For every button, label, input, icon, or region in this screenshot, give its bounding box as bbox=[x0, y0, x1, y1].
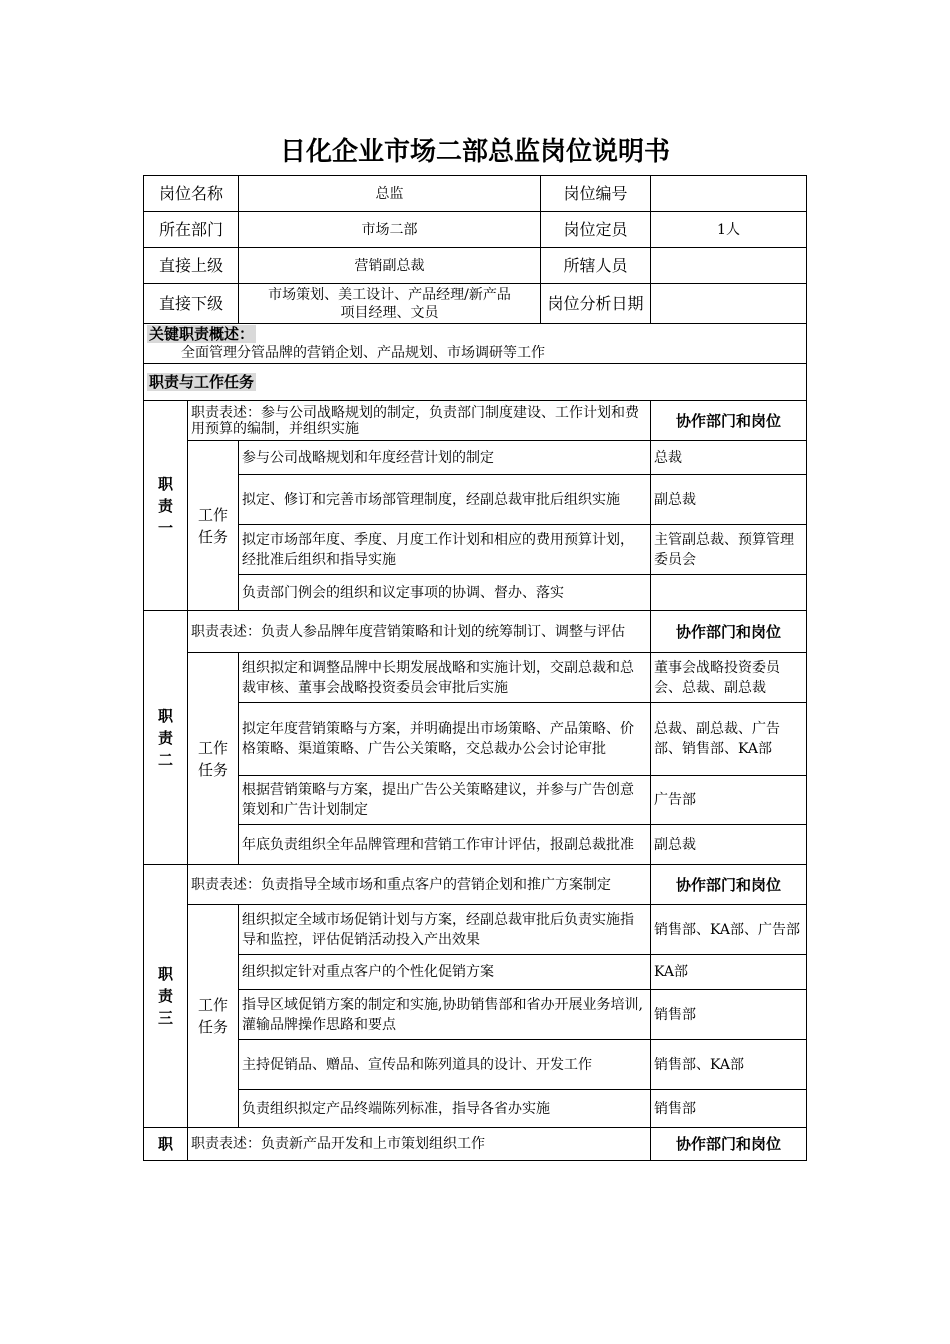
duties-header-row bbox=[144, 364, 807, 401]
analysis-date-label: 岗位分析日期 bbox=[541, 284, 651, 324]
subordinates-count-value bbox=[651, 248, 807, 284]
subordinates-line-1: 市场策划、美工设计、产品经理/新产品 bbox=[268, 286, 511, 303]
duty-2-statement: 职责表述：负责人参品牌年度营销策略和计划的统筹制订、调整与评估 bbox=[188, 611, 651, 653]
headcount-value: 1人 bbox=[651, 212, 807, 248]
task-row bbox=[144, 776, 807, 825]
department-value: 市场二部 bbox=[239, 212, 541, 248]
task-label: 工作 任务 bbox=[188, 905, 239, 1128]
collab-text: 总裁 bbox=[651, 441, 807, 475]
collab-text: 董事会战略投资委员会、总裁、副总裁 bbox=[651, 653, 807, 703]
duty-statement-row bbox=[144, 611, 807, 653]
task-row bbox=[144, 825, 807, 865]
duty-3-label: 职 责 三 bbox=[144, 865, 188, 1128]
subordinates-label: 直接下级 bbox=[144, 284, 239, 324]
duty-4-label: 职 bbox=[144, 1128, 188, 1161]
task-text: 负责组织拟定产品终端陈列标准，指导各省办实施 bbox=[239, 1090, 651, 1128]
collab-text: 销售部、KA部 bbox=[651, 1040, 807, 1090]
task-text: 主持促销品、赠品、宣传品和陈列道具的设计、开发工作 bbox=[239, 1040, 651, 1090]
collab-text: 销售部 bbox=[651, 1090, 807, 1128]
collab-text: 总裁、副总裁、广告部、销售部、KA部 bbox=[651, 703, 807, 776]
task-text: 参与公司战略规划和年度经营计划的制定 bbox=[239, 441, 651, 475]
info-row bbox=[144, 284, 807, 324]
analysis-date-value bbox=[651, 284, 807, 324]
task-text: 拟定年度营销策略与方案，并明确提出市场策略、产品策略、价格策略、渠道策略、广告公关策略，交总裁办公会讨论审批 bbox=[239, 703, 651, 776]
task-row bbox=[144, 1090, 807, 1128]
collab-text: 副总裁 bbox=[651, 825, 807, 865]
headcount-label: 岗位定员 bbox=[541, 212, 651, 248]
task-text: 组织拟定针对重点客户的个性化促销方案 bbox=[239, 955, 651, 990]
task-text: 拟定、修订和完善市场部管理制度，经副总裁审批后组织实施 bbox=[239, 475, 651, 525]
overview-row bbox=[144, 324, 807, 364]
duty-4-statement: 职责表述：负责新产品开发和上市策划组织工作 bbox=[188, 1128, 651, 1161]
task-label: 工作 任务 bbox=[188, 653, 239, 865]
task-row bbox=[144, 1040, 807, 1090]
collab-text: 销售部、KA部、广告部 bbox=[651, 905, 807, 955]
task-text: 组织拟定全域市场促销计划与方案，经副总裁审批后负责实施指导和监控，评估促销活动投入产出效果 bbox=[239, 905, 651, 955]
superior-value: 营销副总裁 bbox=[239, 248, 541, 284]
collab-text: 副总裁 bbox=[651, 475, 807, 525]
collab-header: 协作部门和岗位 bbox=[651, 1128, 807, 1161]
duties-header-cell bbox=[144, 364, 807, 401]
task-row bbox=[144, 955, 807, 990]
task-row bbox=[144, 475, 807, 525]
task-row bbox=[144, 905, 807, 955]
duties-header: 职责与工作任务 bbox=[149, 372, 255, 391]
collab-text: 主管副总裁、预算管理委员会 bbox=[651, 525, 807, 575]
task-text: 年底负责组织全年品牌管理和营销工作审计评估，报副总裁批准 bbox=[239, 825, 651, 865]
duty-statement-row bbox=[144, 865, 807, 905]
task-row bbox=[144, 441, 807, 475]
collab-header: 协作部门和岗位 bbox=[651, 401, 807, 441]
collab-header: 协作部门和岗位 bbox=[651, 865, 807, 905]
task-text: 根据营销策略与方案，提出广告公关策略建议，并参与广告创意策划和广告计划制定 bbox=[239, 776, 651, 825]
job-description-table bbox=[143, 175, 807, 1161]
superior-label: 直接上级 bbox=[144, 248, 239, 284]
position-name-value: 总监 bbox=[239, 176, 541, 212]
overview-label: 关键职责概述： bbox=[149, 325, 255, 343]
task-text: 指导区域促销方案的制定和实施,协助销售部和省办开展业务培训,灌输品牌操作思路和要点 bbox=[239, 990, 651, 1040]
task-text: 拟定市场部年度、季度、月度工作计划和相应的费用预算计划，经批准后组织和指导实施 bbox=[239, 525, 651, 575]
info-row bbox=[144, 176, 807, 212]
position-name-label: 岗位名称 bbox=[144, 176, 239, 212]
task-text: 组织拟定和调整品牌中长期发展战略和实施计划，交副总裁和总裁审核、董事会战略投资委员会审批后实施 bbox=[239, 653, 651, 703]
collab-text: 销售部 bbox=[651, 990, 807, 1040]
position-no-label: 岗位编号 bbox=[541, 176, 651, 212]
collab-text: 广告部 bbox=[651, 776, 807, 825]
duty-1-statement: 职责表述：参与公司战略规划的制定，负责部门制度建设、工作计划和费用预算的编制，并组织实施 bbox=[188, 401, 651, 441]
info-row bbox=[144, 212, 807, 248]
collab-header: 协作部门和岗位 bbox=[651, 611, 807, 653]
duty-statement-row bbox=[144, 401, 807, 441]
subordinates-line-2: 项目经理、文员 bbox=[340, 304, 439, 321]
subordinates-value bbox=[239, 284, 541, 324]
subordinates-count-label: 所辖人员 bbox=[541, 248, 651, 284]
task-row bbox=[144, 653, 807, 703]
duty-2-label: 职 责 二 bbox=[144, 611, 188, 865]
task-label: 工作 任务 bbox=[188, 441, 239, 611]
info-row bbox=[144, 248, 807, 284]
task-row bbox=[144, 990, 807, 1040]
document-title: 日化企业市场二部总监岗位说明书 bbox=[279, 137, 670, 167]
task-row bbox=[144, 525, 807, 575]
collab-text: KA部 bbox=[651, 955, 807, 990]
collab-text bbox=[651, 575, 807, 611]
position-no-value bbox=[651, 176, 807, 212]
task-row bbox=[144, 703, 807, 776]
duty-statement-row bbox=[144, 1128, 807, 1161]
duty-3-statement: 职责表述：负责指导全域市场和重点客户的营销企划和推广方案制定 bbox=[188, 865, 651, 905]
overview-cell bbox=[144, 324, 807, 364]
overview-text: 全面管理分管品牌的营销企划、产品规划、市场调研等工作 bbox=[181, 345, 545, 361]
task-text: 负责部门例会的组织和议定事项的协调、督办、落实 bbox=[239, 575, 651, 611]
task-row bbox=[144, 575, 807, 611]
department-label: 所在部门 bbox=[144, 212, 239, 248]
duty-1-label: 职 责 一 bbox=[144, 401, 188, 611]
